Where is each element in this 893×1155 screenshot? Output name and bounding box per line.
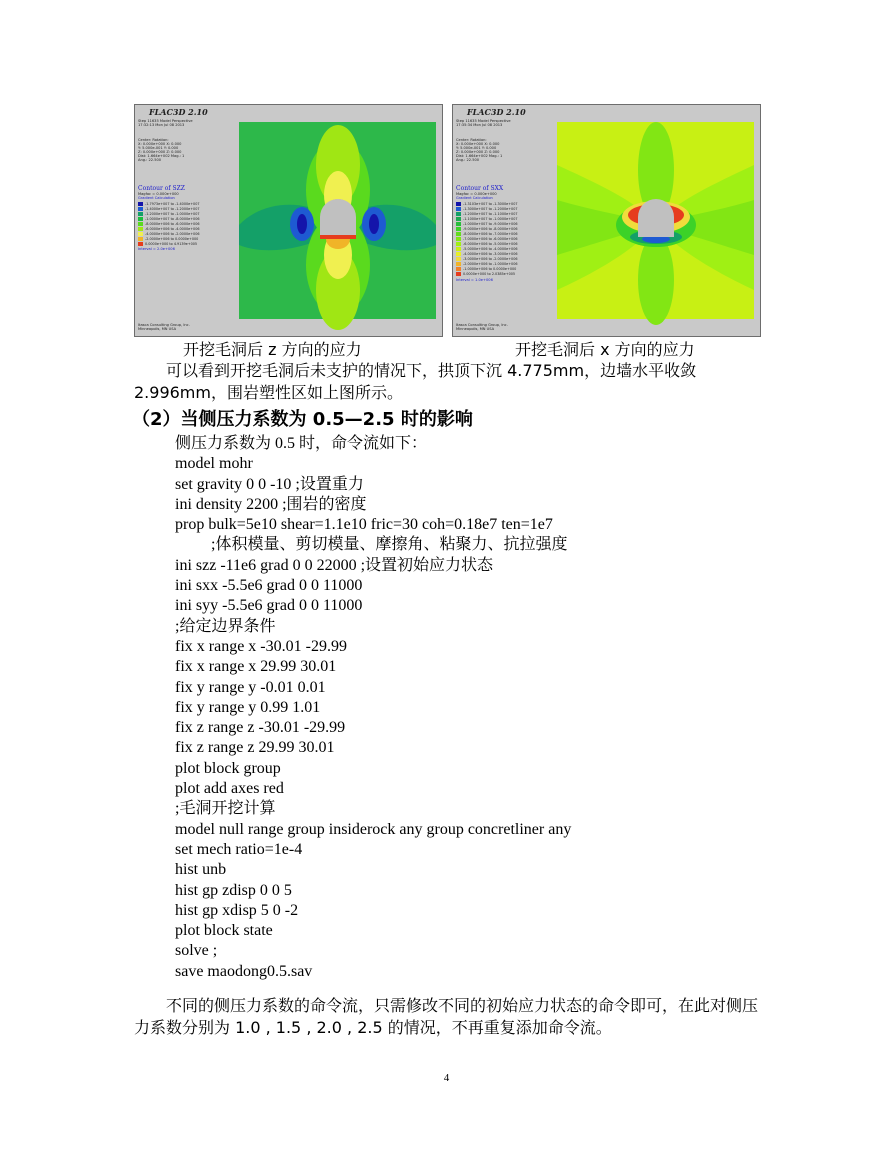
- legend-entry: [138, 211, 200, 216]
- contour-title: Contour of SZZ: [138, 185, 185, 192]
- date-line: 17:32:13 Mon Jul 08 2013: [138, 123, 185, 127]
- legend-swatch: [138, 222, 143, 226]
- legend-swatch: [456, 217, 461, 221]
- legend-swatch: [456, 272, 461, 276]
- legend-entry: [138, 206, 200, 211]
- legend-entry: [456, 256, 518, 261]
- interval-line: Interval = 2.0e+006: [138, 247, 175, 251]
- vertical-band: [638, 235, 674, 325]
- legend-entry: [138, 231, 200, 236]
- figure-caption-right: 开挖毛洞后 x 方向的应力: [515, 340, 695, 359]
- legend-swatch: [456, 212, 461, 216]
- code-line: ;毛洞开挖计算: [175, 800, 276, 818]
- legend-entry: [456, 236, 518, 241]
- legend-swatch: [456, 237, 461, 241]
- legend-swatch: [138, 242, 143, 246]
- legend-swatch: [456, 222, 461, 226]
- view-line: Ang.: 22.500: [456, 158, 480, 162]
- szz-contour-svg: [233, 105, 442, 336]
- code-line: 侧压力系数为 0.5 时，命令流如下：: [175, 435, 428, 452]
- view-line: Z: 0.000e+000 Z: 0.000: [138, 150, 182, 154]
- legend-swatch: [138, 232, 143, 236]
- code-line: ini density 2200 ;围岩的密度: [175, 495, 367, 513]
- wall-concentration-core: [369, 214, 379, 234]
- code-line: ini syy -5.5e6 grad 0 0 11000: [175, 597, 363, 615]
- legend-swatch: [456, 267, 461, 271]
- code-line: model mohr: [175, 455, 253, 473]
- sxx-contour-figure: [452, 104, 761, 337]
- legend-entry: [138, 226, 200, 231]
- code-line: set mech ratio=1e-4: [175, 840, 303, 858]
- legend-entry: [456, 251, 518, 256]
- legend-label: -3.0000e+006 to -2.0000e+006: [463, 256, 518, 261]
- view-line: Dist: 1.664e+002 Mag.: 1: [456, 154, 503, 158]
- footer-line: Minneapolis, MN USA: [138, 327, 177, 331]
- legend-entry: [138, 236, 200, 241]
- legend-swatch: [456, 232, 461, 236]
- code-line: hist unb: [175, 861, 227, 879]
- section-heading: （2）当侧压力系数为 0.5—2.5 时的影响: [132, 409, 473, 430]
- step-line: Step 11635 Model Perspective: [456, 119, 511, 123]
- command-stream: [175, 434, 571, 982]
- code-line: fix x range x 29.99 30.01: [175, 658, 337, 676]
- result-paragraph: 可以看到开挖毛洞后未支护的情况下，拱顶下沉 4.775mm，边墙水平收敛 2.996mm，围岩塑性区如上图所示。: [134, 361, 697, 402]
- legend-swatch: [138, 237, 143, 241]
- legend-entry: [456, 206, 518, 211]
- legend-swatch: [456, 207, 461, 211]
- view-line: X: 0.000e+000 X: 0.000: [456, 142, 500, 146]
- legend-label: -1.2000e+007 to -1.0000e+007: [145, 211, 200, 216]
- legend-entry: [138, 221, 200, 226]
- closing-paragraph: 不同的侧压力系数的命令流，只需修改不同的初始应力状态的命令即可，在此对侧压力系数分别为 1.0 , 1.5 , 2.0 , 2.5 的情况，不再重复添加命令流。: [134, 996, 759, 1037]
- szz-contour-plot: [233, 105, 442, 336]
- view-line: Z: 0.000e+000 Z: 0.000: [456, 150, 500, 154]
- legend-label: -6.0000e+006 to -4.0000e+006: [145, 226, 200, 231]
- software-title: FLAC3D 2.10: [467, 107, 526, 117]
- legend-entry: [456, 216, 518, 221]
- software-title: FLAC3D 2.10: [149, 107, 208, 117]
- legend-label: -5.0000e+006 to -4.0000e+006: [463, 246, 518, 251]
- tunnel-opening: [638, 199, 674, 237]
- code-line: fix y range y 0.99 1.01: [175, 698, 321, 716]
- code-line: prop bulk=5e10 shear=1.1e10 fric=30 coh=0.18e7 ten=1e7: [175, 516, 553, 534]
- szz-contour-figure: [134, 104, 443, 337]
- legend-label: -1.3103e+007 to -1.3000e+007: [463, 201, 518, 206]
- legend-swatch: [456, 247, 461, 251]
- invert-tension: [320, 235, 356, 239]
- legend-entry: [138, 241, 200, 246]
- page-number: 4: [443, 1072, 450, 1084]
- legend-label: -8.0000e+006 to -6.0000e+006: [145, 221, 200, 226]
- legend-entry: [138, 201, 200, 206]
- legend-swatch: [456, 202, 461, 206]
- legend-label: -2.0000e+006 to -1.0000e+006: [463, 261, 518, 266]
- tunnel-opening: [320, 199, 356, 239]
- legend-label: -9.0000e+006 to -8.0000e+006: [463, 226, 518, 231]
- legend-entry: [456, 241, 518, 246]
- legend-label: -1.7973e+007 to -1.4000e+007: [145, 201, 200, 206]
- gradient-line: Gradient Calculation: [456, 196, 493, 200]
- code-line: plot block group: [175, 759, 281, 777]
- contour-title: Contour of SXX: [456, 185, 504, 192]
- code-line: ;体积模量、剪切模量、摩擦角、粘聚力、抗拉强度: [211, 536, 568, 554]
- legend-label: -8.0000e+006 to -7.0000e+006: [463, 231, 518, 236]
- magfac-line: Magfac = 0.000e+000: [138, 192, 179, 196]
- view-line: X: 0.000e+000 X: 0.000: [138, 142, 182, 146]
- figure-caption-left: 开挖毛洞后 z 方向的应力: [183, 340, 362, 359]
- legend-entry: [456, 266, 518, 271]
- legend-entry: [456, 271, 518, 276]
- wall-concentration-core: [297, 214, 307, 234]
- contour-legend: [456, 201, 518, 276]
- view-line: Y: 5.000e-001 Y: 0.000: [456, 146, 497, 150]
- legend-entry: [456, 221, 518, 226]
- legend-label: -6.0000e+006 to -5.0000e+006: [463, 241, 518, 246]
- interval-line: Interval = 1.0e+006: [456, 278, 493, 282]
- view-line: Ang.: 22.500: [138, 158, 162, 162]
- code-line: fix z range z -30.01 -29.99: [175, 719, 346, 737]
- legend-label: -1.0000e+007 to -9.0000e+006: [463, 221, 518, 226]
- legend-label: -1.1000e+007 to -1.0000e+007: [463, 216, 518, 221]
- legend-swatch: [138, 202, 143, 206]
- legend-label: 0.0000e+000 to 4.9139e+005: [145, 241, 198, 246]
- sxx-contour-plot: [551, 105, 760, 336]
- legend-label: -4.0000e+006 to -3.0000e+006: [463, 251, 518, 256]
- sxx-contour-svg: [551, 105, 760, 336]
- code-line: plot add axes red: [175, 780, 284, 798]
- code-line: ini szz -11e6 grad 0 0 22000 ;设置初始应力状态: [175, 556, 494, 574]
- legend-swatch: [138, 227, 143, 231]
- legend-entry: [138, 216, 200, 221]
- flac-info-panel: [453, 105, 552, 336]
- legend-swatch: [456, 227, 461, 231]
- footer-line: Minneapolis, MN USA: [456, 327, 495, 331]
- code-line: fix z range z 29.99 30.01: [175, 739, 335, 757]
- code-line: plot block state: [175, 922, 273, 940]
- legend-entry: [456, 211, 518, 216]
- code-line: model null range group insiderock any group concretliner any: [175, 820, 572, 838]
- code-line: ;给定边界条件: [175, 617, 276, 635]
- date-line: 17:35:34 Mon Jul 08 2013: [456, 123, 503, 127]
- legend-label: -1.4000e+007 to -1.2000e+007: [145, 206, 200, 211]
- magfac-line: Magfac = 0.000e+000: [456, 192, 497, 196]
- legend-label: -1.0000e+006 to 0.0000e+000: [463, 266, 517, 271]
- contour-legend: [138, 201, 200, 246]
- legend-swatch: [456, 262, 461, 266]
- flac-info-panel: [135, 105, 234, 336]
- code-line: hist gp zdisp 0 0 5: [175, 881, 292, 899]
- legend-swatch: [456, 252, 461, 256]
- legend-swatch: [138, 207, 143, 211]
- legend-label: 0.0000e+000 to 2.0385e+005: [463, 271, 516, 276]
- legend-swatch: [456, 242, 461, 246]
- legend-label: -4.0000e+006 to -2.0000e+006: [145, 231, 200, 236]
- gradient-line: Gradient Calculation: [138, 196, 175, 200]
- footer-line: Itasca Consulting Group, Inc.: [456, 323, 508, 327]
- code-line: hist gp xdisp 5 0 -2: [175, 901, 299, 919]
- legend-label: -1.2000e+007 to -1.1000e+007: [463, 211, 518, 216]
- legend-entry: [456, 226, 518, 231]
- view-line: Center: Rotation:: [456, 138, 487, 142]
- legend-entry: [456, 231, 518, 236]
- legend-entry: [456, 201, 518, 206]
- legend-label: -2.0000e+006 to 0.0000e+000: [145, 236, 199, 241]
- code-line: solve ;: [175, 942, 218, 960]
- code-line: fix x range x -30.01 -29.99: [175, 637, 347, 655]
- legend-swatch: [456, 257, 461, 261]
- view-line: Dist: 1.664e+002 Mag.: 1: [138, 154, 185, 158]
- step-line: Step 11635 Model Perspective: [138, 119, 193, 123]
- view-line: Y: 5.000e-001 Y: 0.000: [138, 146, 179, 150]
- legend-swatch: [138, 212, 143, 216]
- code-line: ini sxx -5.5e6 grad 0 0 11000: [175, 577, 363, 595]
- legend-label: -7.0000e+006 to -6.0000e+006: [463, 236, 518, 241]
- view-line: Center: Rotation:: [138, 138, 169, 142]
- legend-label: -1.0000e+007 to -8.0000e+006: [145, 216, 200, 221]
- code-line: set gravity 0 0 -10 ;设置重力: [175, 475, 364, 493]
- legend-swatch: [138, 217, 143, 221]
- code-line: fix y range y -0.01 0.01: [175, 678, 326, 696]
- footer-line: Itasca Consulting Group, Inc.: [138, 323, 190, 327]
- legend-entry: [456, 246, 518, 251]
- code-line: save maodong0.5.sav: [175, 962, 313, 980]
- legend-entry: [456, 261, 518, 266]
- legend-label: -1.3000e+007 to -1.2000e+007: [463, 206, 518, 211]
